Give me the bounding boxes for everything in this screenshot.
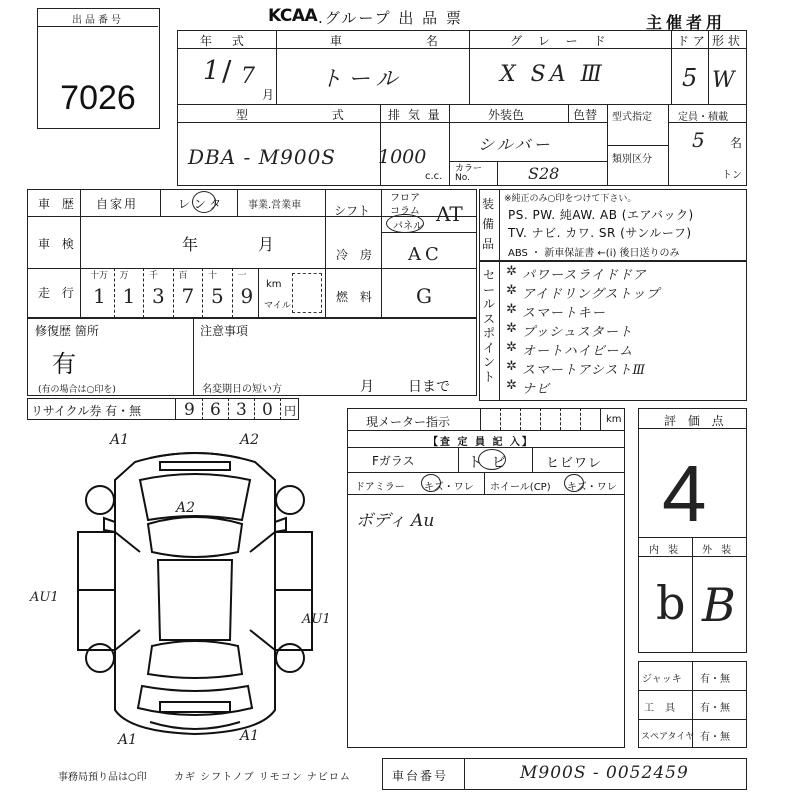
mileage-digit-header: 十	[208, 271, 218, 281]
selling-point-star: ✲	[506, 321, 517, 336]
chassis-label: 車台番号	[392, 769, 449, 783]
repair-value: 有	[52, 350, 76, 378]
business-label: 事業.営業車	[248, 200, 302, 211]
tools-options: 有・無	[700, 703, 730, 714]
month-unit: 月	[262, 88, 275, 102]
mileage-cell-divider	[258, 268, 259, 318]
selling-point-item: プッシュスタート	[522, 325, 633, 340]
mileage-cell-divider	[202, 268, 203, 318]
year-label: 年 式	[200, 34, 252, 48]
mileage-cell-divider	[232, 268, 233, 318]
inspector-section-label: 【査 定 員 記 入】	[428, 437, 534, 448]
meter-cell-divider	[560, 408, 561, 430]
wheel-scratch-circle	[564, 474, 584, 492]
repair-note: (有の場合は○印を)	[38, 385, 116, 395]
color-no-value: S28	[528, 164, 560, 183]
repair-label: 修復歴 箇所	[35, 324, 99, 338]
deadline-day-unit: 日まで	[408, 379, 450, 395]
chassis-value: M900S - 0052459	[520, 763, 689, 783]
mileage-cell-divider	[173, 268, 174, 318]
document-title: .グループ 出 品 票	[318, 9, 463, 27]
exterior-value: B	[702, 578, 736, 632]
shift-panel: パネル	[393, 221, 423, 232]
office-items: カギ シフトノブ リモコン ナビロム	[174, 772, 351, 783]
selling-point-star: ✲	[506, 378, 517, 393]
color-no-label: カラー No.	[455, 164, 483, 183]
year-value: 1	[203, 56, 220, 86]
interior-value: b	[656, 576, 686, 630]
wheel-options: キズ・ワレ	[567, 482, 617, 493]
mileage-digit: 5	[211, 284, 224, 308]
fuel-label: 燃 料	[336, 290, 376, 304]
meter-cell-divider	[520, 408, 521, 430]
mirror-label: ドアミラー	[355, 482, 405, 493]
private-use-label: 自家用	[96, 197, 139, 211]
ac-label: 冷 房	[336, 248, 376, 262]
spare-label: スペアタイヤ	[641, 732, 695, 742]
mileage-digit-header: 千	[149, 271, 159, 281]
mileage-digit-header: 万	[119, 271, 129, 281]
equipment-label: 装 備 品	[482, 197, 495, 251]
mileage-digit: 3	[152, 284, 165, 308]
capacity-value: 5	[692, 128, 705, 152]
recycle-digit: 3	[236, 400, 247, 420]
selling-point-star: ✲	[506, 340, 517, 355]
mileage-label: 走 行	[38, 286, 78, 300]
glass-crack: ヒビワレ	[546, 456, 603, 471]
mirror-options: キズ・ワレ	[424, 482, 474, 493]
color-change-label: 色替	[573, 108, 598, 122]
mile-unit: マイル	[264, 301, 291, 311]
selling-point-star: ✲	[506, 359, 517, 374]
equipment-line-1: PS. PW. 純AW. AB (エアバック)	[508, 208, 694, 222]
model-type-value: DBA - M900S	[188, 145, 337, 169]
capacity-unit: 名	[730, 136, 743, 150]
diagram-mark-hood: A2	[176, 500, 196, 516]
recycle-cell-divider	[254, 398, 255, 420]
mileage-digit-header: 百	[178, 271, 188, 281]
recycle-digit: 6	[210, 400, 221, 420]
glass-label: Fガラス	[372, 454, 415, 468]
category-label: 類別区分	[612, 154, 652, 165]
mileage-digit: 1	[93, 284, 106, 308]
interior-label: 内 装	[649, 545, 682, 556]
shift-label: シフト	[334, 204, 371, 218]
recycle-digit: 0	[262, 400, 273, 420]
exterior-label: 外 装	[702, 545, 735, 556]
grade-value: X SA Ⅲ	[500, 62, 606, 87]
recycle-yen-unit: 円	[284, 404, 297, 418]
meter-label: 現メーター指示	[366, 415, 451, 429]
jack-options: 有・無	[700, 674, 730, 685]
inspection-label: 車 検	[38, 237, 78, 251]
lot-number-box	[37, 8, 160, 129]
mileage-cell-divider	[114, 268, 115, 318]
rental-label: レンタ	[178, 197, 226, 211]
diagram-mark-front-left: A1	[110, 432, 130, 448]
selling-point-item: パワースライドドア	[522, 268, 647, 283]
recycle-cell-divider	[202, 398, 203, 420]
displacement-label: 排 気 量	[388, 108, 442, 122]
year-slash: /	[222, 54, 232, 87]
mileage-digit: 9	[240, 284, 254, 308]
inspection-year-unit: 年	[182, 235, 199, 254]
inspector-remark: ボディ Au	[356, 511, 435, 531]
cc-unit: c.c.	[425, 171, 443, 182]
meter-cell-divider	[500, 408, 501, 430]
jack-label: ジャッキ	[642, 674, 682, 685]
brand-logo: KCAA	[268, 6, 318, 26]
spare-options: 有・無	[700, 732, 730, 743]
meter-km-unit: km	[606, 414, 622, 425]
lot-number-label: 出品番号	[72, 15, 124, 26]
selling-point-star: ✲	[506, 302, 517, 317]
glass-tobi: トビ	[468, 455, 516, 471]
model-type-label: 型 式	[236, 108, 384, 122]
km-unit: km	[266, 279, 282, 290]
mileage-cell-divider	[143, 268, 144, 318]
meter-cell-divider	[540, 408, 541, 430]
glass-tobi-circle	[478, 449, 506, 470]
selling-point-star: ✲	[506, 264, 517, 279]
shift-floor: フロア	[390, 193, 420, 204]
mileage-digit: 7	[181, 284, 195, 308]
doors-value: 5	[682, 64, 698, 92]
displacement-value: 1000	[378, 146, 427, 168]
deadline-month-unit: 月	[360, 379, 374, 395]
deadline-label: 名変期日の短い方	[202, 384, 282, 395]
history-label: 車 歴	[38, 197, 78, 211]
fuel-value: G	[416, 284, 432, 308]
recycle-cell-divider	[280, 398, 281, 420]
rental-circle	[192, 191, 216, 213]
diagram-mark-front-right: A2	[240, 432, 260, 448]
ac-value: AC	[408, 244, 443, 265]
car-name-value: トール	[320, 67, 404, 92]
mileage-digit-header: 十万	[90, 271, 109, 281]
equipment-line-3: ABS ・ 新車保証書 ←(ⅰ) 後日送りのみ	[508, 248, 680, 259]
shift-value: AT	[436, 202, 463, 226]
equipment-line-2: TV. ナビ. カワ. SR (サンルーフ)	[508, 226, 692, 240]
selling-point-item: スマートキー	[522, 306, 606, 321]
diagram-mark-rear-right: A1	[240, 728, 260, 744]
diagram-mark-left-side: AU1	[30, 590, 59, 605]
selling-points-label: セールスポイント	[483, 268, 496, 384]
color-value: シルバー	[478, 135, 553, 154]
diagram-mark-right-side: AU1	[302, 612, 331, 627]
recycle-label: リサイクル券 有・無	[31, 404, 142, 418]
capacity-label: 定員・積載	[678, 112, 728, 123]
inspection-month-unit: 月	[258, 235, 275, 254]
selling-point-star: ✲	[506, 283, 517, 298]
shape-label: 形 状	[712, 34, 740, 48]
recycle-cell-divider	[228, 398, 229, 420]
shape-value: W	[712, 68, 735, 93]
mileage-extra-box	[292, 273, 322, 313]
selling-point-item: オートハイビーム	[522, 344, 634, 359]
exterior-color-label: 外装色	[488, 108, 525, 122]
ton-unit: トン	[722, 170, 742, 181]
rating-score: 4	[662, 449, 707, 538]
shift-column: コラム	[390, 206, 420, 217]
car-name-label: 車 名	[330, 34, 478, 48]
lot-number-value: 7026	[60, 79, 136, 117]
mirror-scratch-circle	[421, 474, 441, 492]
diagram-mark-rear-left: A1	[118, 732, 138, 748]
selling-point-item: アイドリングストップ	[522, 287, 661, 302]
selling-point-item: スマートアシストⅢ	[522, 363, 646, 378]
shift-panel-circle	[386, 214, 424, 233]
doors-label: ド ア	[677, 34, 705, 48]
mileage-digit: 1	[122, 284, 136, 308]
wheel-label: ホイール(CP)	[490, 482, 551, 493]
office-note: 事務局預り品は○印	[58, 772, 147, 783]
host-copy-label: 主催者用	[646, 13, 727, 32]
selling-point-item: ナビ	[522, 382, 551, 397]
meter-cell-divider	[580, 408, 581, 430]
tools-label: 工 具	[644, 703, 680, 714]
rating-label: 評 価 点	[664, 414, 728, 428]
equipment-note: ※純正のみ○印をつけて下さい。	[504, 194, 637, 204]
car-damage-diagram	[70, 440, 320, 740]
mileage-digit-header: 一	[237, 271, 247, 281]
grade-label: グ レ ー ド	[510, 34, 612, 48]
recycle-digit: 9	[184, 400, 195, 420]
month-value: 7	[241, 64, 255, 89]
type-designation-label: 型式指定	[612, 112, 652, 123]
notes-label: 注意事項	[200, 324, 249, 338]
